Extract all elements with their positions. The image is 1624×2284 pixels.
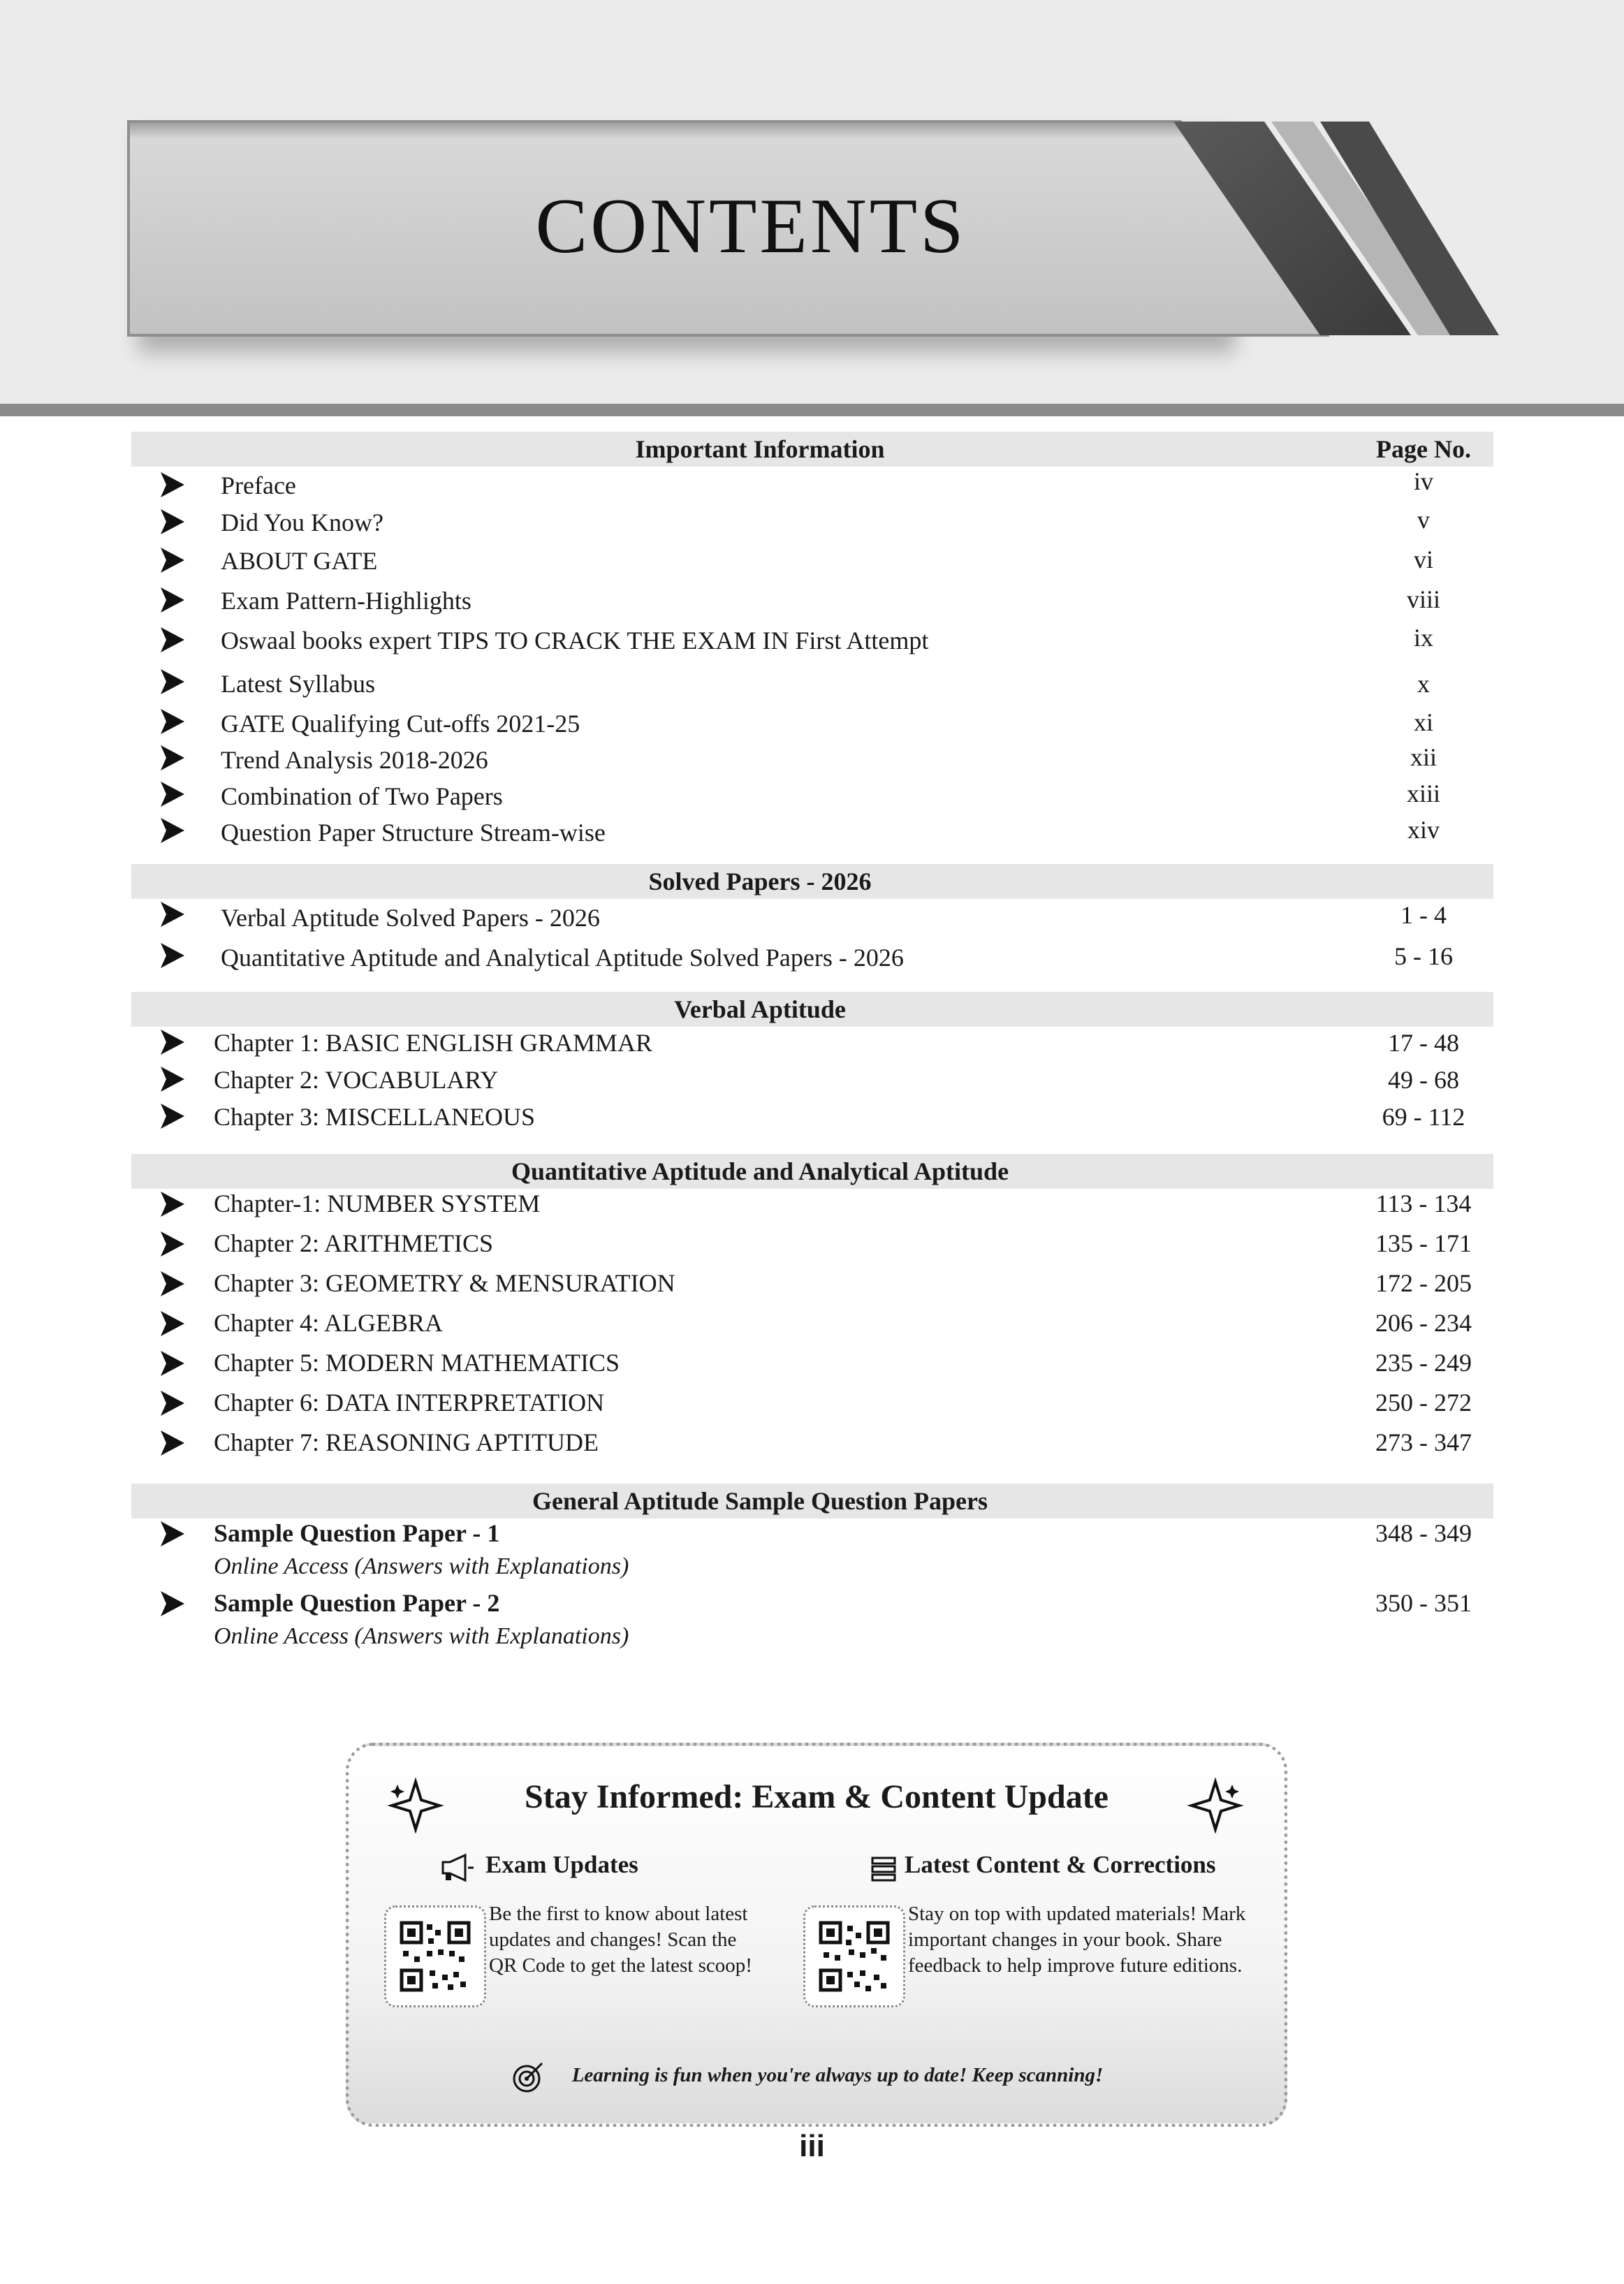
toc-item-page: 113 - 134 <box>1375 1189 1472 1217</box>
arrowhead-bullet-icon <box>158 586 186 614</box>
megaphone-icon <box>440 1852 475 1883</box>
toc-item-page: ix <box>1413 624 1433 652</box>
toc-item-label: Chapter-1: NUMBER SYSTEM <box>214 1189 541 1217</box>
toc-item[interactable] <box>131 1189 1493 1229</box>
toc-item-label: Trend Analysis 2018-2026 <box>221 746 488 774</box>
toc-item-page: 350 - 351 <box>1375 1589 1472 1617</box>
arrowhead-bullet-icon <box>158 508 186 536</box>
arrowhead-bullet-icon <box>158 780 186 808</box>
toc-item[interactable] <box>131 583 1493 623</box>
toc-item-label: Verbal Aptitude Solved Papers - 2026 <box>221 904 600 932</box>
arrowhead-bullet-icon <box>158 708 186 735</box>
book-stack-icon <box>870 1855 898 1883</box>
arrowhead-bullet-icon <box>158 744 186 772</box>
toc-item-subtitle: Online Access (Answers with Explanations) <box>214 1553 629 1579</box>
arrowhead-bullet-icon <box>158 1230 186 1258</box>
arrowhead-bullet-icon <box>158 1429 186 1457</box>
toc-item[interactable] <box>131 1588 1493 1658</box>
arrowhead-bullet-icon <box>158 1389 186 1417</box>
toc-item-page: vi <box>1413 546 1433 573</box>
toc-item-page: xi <box>1413 708 1433 736</box>
toc-item[interactable] <box>131 705 1493 741</box>
toc-item-page: v <box>1417 506 1430 534</box>
toc-item-label: Chapter 3: MISCELLANEOUS <box>214 1103 535 1131</box>
toc-item-page: xiii <box>1406 779 1440 807</box>
toc-item[interactable] <box>131 939 1493 992</box>
update-info-box <box>346 1743 1287 2127</box>
toc-item[interactable] <box>131 1268 1493 1308</box>
arrowhead-bullet-icon <box>158 942 186 969</box>
latest-content-qr-code[interactable] <box>803 1905 905 2007</box>
toc-item-label: Did You Know? <box>221 508 384 536</box>
toc-item[interactable] <box>131 741 1493 777</box>
toc-item[interactable] <box>131 665 1493 705</box>
toc-item[interactable] <box>131 623 1493 665</box>
section-title: Verbal Aptitude <box>674 995 846 1023</box>
toc-item-label: Chapter 2: VOCABULARY <box>214 1066 499 1094</box>
toc-item-label: GATE Qualifying Cut-offs 2021-25 <box>221 710 580 738</box>
header-rule <box>0 404 1624 416</box>
exam-updates-title: Exam Updates <box>485 1851 638 1878</box>
arrowhead-bullet-icon <box>158 1349 186 1377</box>
toc-item[interactable] <box>131 899 1493 939</box>
arrowhead-bullet-icon <box>158 1520 186 1548</box>
arrowhead-bullet-icon <box>158 1028 186 1056</box>
section-title: Important Information <box>635 435 885 463</box>
toc-item[interactable] <box>131 1428 1493 1484</box>
toc-item-label: Exam Pattern-Highlights <box>221 587 471 615</box>
toc-item-label: Chapter 3: GEOMETRY & MENSURATION <box>214 1269 675 1297</box>
exam-updates-qr-code[interactable] <box>384 1905 486 2007</box>
page-no-heading: Page No. <box>1376 435 1471 463</box>
toc-item-page: 17 - 48 <box>1388 1029 1459 1057</box>
toc-item-page: 206 - 234 <box>1375 1309 1472 1337</box>
toc-item-page: 5 - 16 <box>1394 942 1453 970</box>
toc-item-page: x <box>1417 670 1430 698</box>
toc-item[interactable] <box>131 1348 1493 1388</box>
toc-item[interactable] <box>131 1229 1493 1268</box>
arrowhead-bullet-icon <box>158 1590 186 1618</box>
section-heading <box>131 992 1493 1027</box>
toc-item-page: 69 - 112 <box>1382 1103 1465 1131</box>
section-title: Solved Papers - 2026 <box>648 868 872 895</box>
toc-item-label: Chapter 5: MODERN MATHEMATICS <box>214 1349 620 1377</box>
toc-item-label: ABOUT GATE <box>221 547 378 575</box>
toc-item-page: xii <box>1410 743 1437 771</box>
arrowhead-bullet-icon <box>158 546 186 574</box>
toc-item-label: Preface <box>221 471 296 499</box>
toc-item-page: 235 - 249 <box>1375 1349 1472 1377</box>
update-box-footer: Learning is fun when you're always up to date! Keep scanning! <box>571 2064 1104 2086</box>
section-title: Quantitative Aptitude and Analytical Aptitude <box>511 1157 1009 1185</box>
arrowhead-bullet-icon <box>158 1102 186 1130</box>
arrowhead-bullet-icon <box>158 900 186 928</box>
toc-item[interactable] <box>131 814 1493 864</box>
sparkle-icon <box>1187 1778 1243 1833</box>
exam-updates-text: Be the first to know about latest updates and changes! Scan the QR Code to get the latest scoop! <box>489 1903 752 1977</box>
toc-item-page: 273 - 347 <box>1375 1428 1472 1456</box>
toc-item[interactable] <box>131 1027 1493 1064</box>
section-heading <box>131 1154 1493 1189</box>
section-heading <box>131 432 1493 467</box>
page-number: iii <box>799 2129 825 2163</box>
page-title: CONTENTS <box>535 183 967 270</box>
arrowhead-bullet-icon <box>158 668 186 696</box>
toc-item-label: Question Paper Structure Stream-wise <box>221 819 606 847</box>
section-heading <box>131 864 1493 899</box>
toc-item[interactable] <box>131 1064 1493 1101</box>
toc-item-subtitle: Online Access (Answers with Explanations) <box>214 1623 629 1649</box>
latest-content-text: Stay on top with updated materials! Mark important changes in your book. Share feedback to help improve future editions. <box>908 1903 1246 1977</box>
toc-item-page: 172 - 205 <box>1375 1269 1472 1297</box>
toc-item[interactable] <box>131 1518 1493 1588</box>
toc-item[interactable] <box>131 777 1493 814</box>
arrowhead-bullet-icon <box>158 817 186 844</box>
arrowhead-bullet-icon <box>158 1310 186 1338</box>
toc-item-label: Chapter 4: ALGEBRA <box>214 1309 443 1337</box>
contents-table <box>131 432 1493 1658</box>
toc-item-label: Combination of Two Papers <box>221 782 503 810</box>
toc-item-page: iv <box>1413 467 1433 495</box>
section-heading <box>131 1484 1493 1518</box>
toc-item-label: Chapter 6: DATA INTERPRETATION <box>214 1389 605 1416</box>
toc-item-page: 49 - 68 <box>1388 1066 1459 1094</box>
toc-item-page: 135 - 171 <box>1375 1229 1472 1257</box>
toc-item-label: Sample Question Paper - 1 <box>214 1519 500 1547</box>
latest-content-title: Latest Content & Corrections <box>905 1851 1216 1878</box>
section-title: General Aptitude Sample Question Papers <box>532 1487 988 1515</box>
toc-item-label: Chapter 2: ARITHMETICS <box>214 1229 493 1257</box>
toc-item-label: Chapter 7: REASONING APTITUDE <box>214 1428 599 1456</box>
arrowhead-bullet-icon <box>158 471 186 499</box>
arrowhead-bullet-icon <box>158 1270 186 1298</box>
toc-item-page: 250 - 272 <box>1375 1389 1472 1416</box>
toc-item-page: viii <box>1406 585 1440 613</box>
toc-item-label: Latest Syllabus <box>221 670 375 698</box>
toc-item[interactable] <box>131 543 1493 583</box>
toc-item-label: Sample Question Paper - 2 <box>214 1589 500 1617</box>
toc-item[interactable] <box>131 1101 1493 1154</box>
arrowhead-bullet-icon <box>158 626 186 654</box>
toc-item-label: Oswaal books expert TIPS TO CRACK THE EXAM IN First Attempt <box>221 627 929 654</box>
toc-item-label: Quantitative Aptitude and Analytical Aptitude Solved Papers - 2026 <box>221 944 904 972</box>
arrowhead-bullet-icon <box>158 1065 186 1093</box>
toc-item-page: 348 - 349 <box>1375 1519 1472 1547</box>
toc-item[interactable] <box>131 1308 1493 1348</box>
toc-item[interactable] <box>131 505 1493 543</box>
update-box-title: Stay Informed: Exam & Content Update <box>525 1778 1109 1815</box>
toc-item-label: Chapter 1: BASIC ENGLISH GRAMMAR <box>214 1029 653 1057</box>
arrowhead-bullet-icon <box>158 1190 186 1218</box>
toc-item-page: xiv <box>1407 816 1440 844</box>
toc-item-page: 1 - 4 <box>1400 901 1447 929</box>
toc-item[interactable] <box>131 467 1493 505</box>
toc-item[interactable] <box>131 1388 1493 1428</box>
